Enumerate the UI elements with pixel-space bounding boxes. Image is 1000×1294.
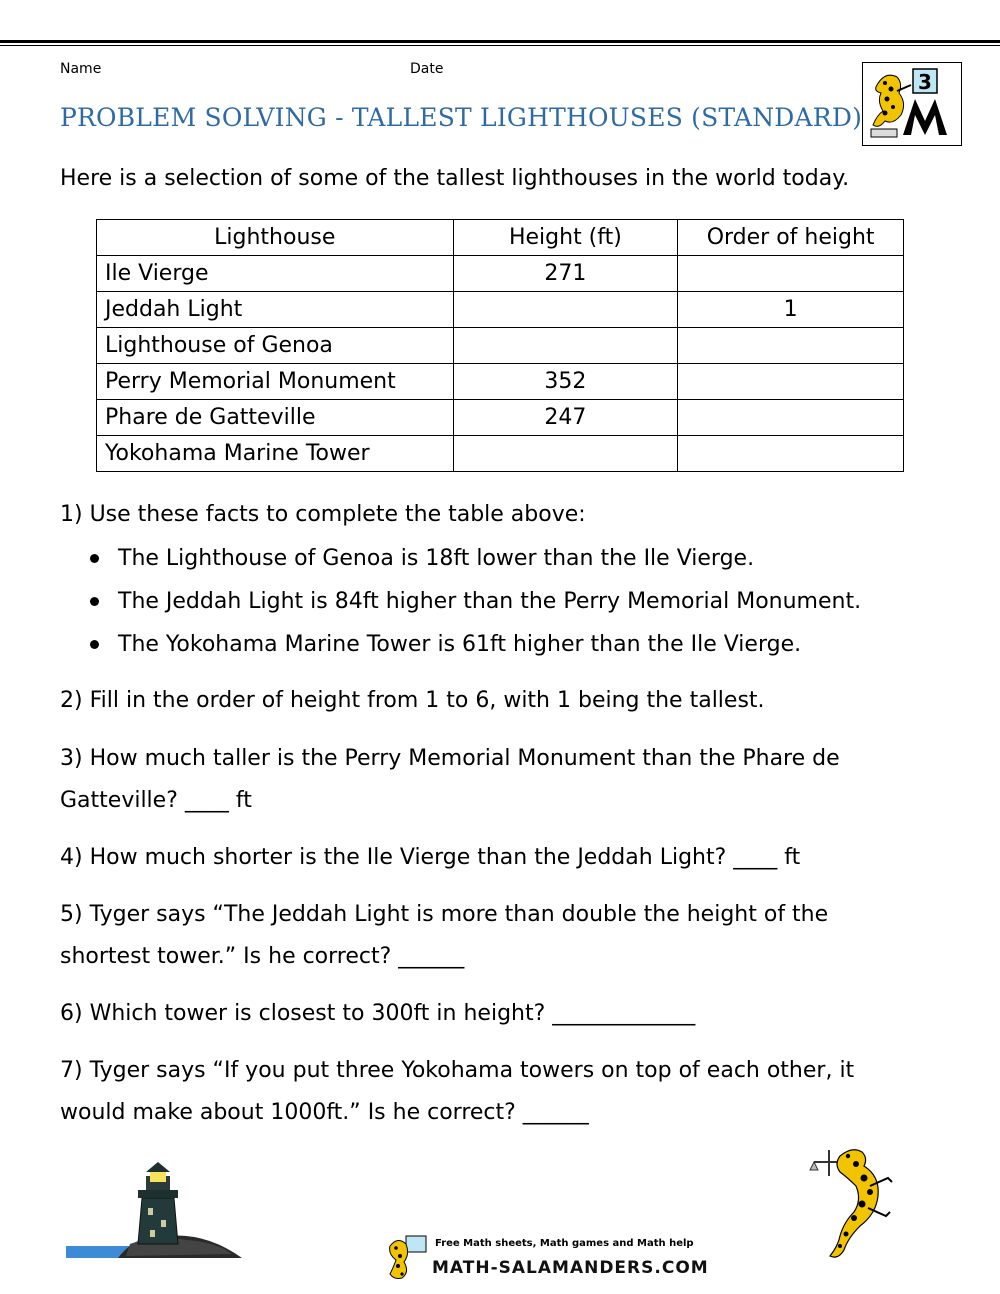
table-row xyxy=(97,364,904,400)
grade-logo xyxy=(862,62,962,146)
table-row xyxy=(97,436,904,472)
cell-height: 352 xyxy=(453,364,678,400)
cell-height: 271 xyxy=(453,256,678,292)
list-item xyxy=(60,580,861,623)
salamander-scales-icon xyxy=(804,1142,904,1264)
question-7-line-1: 7) Tyger says “If you put three Yokohama towers on top of each other, it xyxy=(60,1058,855,1083)
header-height: Height (ft) xyxy=(453,220,678,256)
salamander-footer-icon xyxy=(380,1232,432,1284)
cell-height xyxy=(453,328,678,364)
cell-order xyxy=(678,256,904,292)
cell-lighthouse-name: Jeddah Light xyxy=(97,292,454,328)
header-lighthouse: Lighthouse xyxy=(97,220,454,256)
date-label: Date xyxy=(410,61,444,77)
question-5-line-1: 5) Tyger says “The Jeddah Light is more than double the height of the xyxy=(60,902,829,927)
facts-list xyxy=(60,537,861,666)
fact-text: The Yokohama Marine Tower is 61ft higher than the Ile Vierge. xyxy=(118,632,802,657)
question-1: 1) Use these facts to complete the table above: xyxy=(60,502,586,527)
table-row xyxy=(97,292,904,328)
table-row xyxy=(97,400,904,436)
name-label: Name xyxy=(60,61,102,77)
footer-tagline: Free Math sheets, Math games and Math help xyxy=(435,1238,694,1249)
lighthouse-illustration xyxy=(66,1162,246,1272)
table-row xyxy=(97,328,904,364)
lighthouse-table xyxy=(96,219,904,472)
table-row xyxy=(97,256,904,292)
cell-order xyxy=(678,364,904,400)
question-7-line-2: would make about 1000ft.” Is he correct? ______ xyxy=(60,1100,589,1125)
question-6: 6) Which tower is closest to 300ft in height? _____________ xyxy=(60,1001,696,1026)
cell-lighthouse-name: Ile Vierge xyxy=(97,256,454,292)
top-rule xyxy=(0,40,1000,43)
question-3-line-2: Gatteville? ____ ft xyxy=(60,788,252,813)
cell-lighthouse-name: Phare de Gatteville xyxy=(97,400,454,436)
question-4: 4) How much shorter is the Ile Vierge than the Jeddah Light? ____ ft xyxy=(60,845,801,870)
cell-order xyxy=(678,328,904,364)
page-title: PROBLEM SOLVING - TALLEST LIGHTHOUSES (STANDARD) xyxy=(60,103,863,132)
footer-logo xyxy=(380,1232,432,1288)
table-header-row xyxy=(97,220,904,256)
salamander-logo-icon xyxy=(863,63,960,144)
bullet-icon xyxy=(90,554,99,563)
cell-height: 247 xyxy=(453,400,678,436)
cell-lighthouse-name: Lighthouse of Genoa xyxy=(97,328,454,364)
header-order: Order of height xyxy=(678,220,904,256)
cell-lighthouse-name: Yokohama Marine Tower xyxy=(97,436,454,472)
cell-height xyxy=(453,436,678,472)
grade-number: 3 xyxy=(918,70,932,94)
intro-text: Here is a selection of some of the tallest lighthouses in the world today. xyxy=(60,166,850,191)
cell-order xyxy=(678,400,904,436)
lighthouse-icon xyxy=(66,1162,246,1268)
cell-lighthouse-name: Perry Memorial Monument xyxy=(97,364,454,400)
fact-text: The Jeddah Light is 84ft higher than the Perry Memorial Monument. xyxy=(118,589,862,614)
question-5-line-2: shortest tower.” Is he correct? ______ xyxy=(60,944,465,969)
cell-height xyxy=(453,292,678,328)
question-3-line-1: 3) How much taller is the Perry Memorial Monument than the Phare de xyxy=(60,746,840,771)
cell-order: 1 xyxy=(678,292,904,328)
question-2: 2) Fill in the order of height from 1 to 6, with 1 being the tallest. xyxy=(60,688,765,713)
footer-site: MATH-SALAMANDERS.COM xyxy=(432,1258,709,1278)
list-item xyxy=(60,537,861,580)
bullet-icon xyxy=(90,597,99,606)
bullet-icon xyxy=(90,640,99,649)
list-item xyxy=(60,623,861,666)
cell-order xyxy=(678,436,904,472)
salamander-illustration xyxy=(804,1142,904,1268)
fact-text: The Lighthouse of Genoa is 18ft lower than the Ile Vierge. xyxy=(118,546,755,571)
top-rule-thin xyxy=(0,45,1000,46)
